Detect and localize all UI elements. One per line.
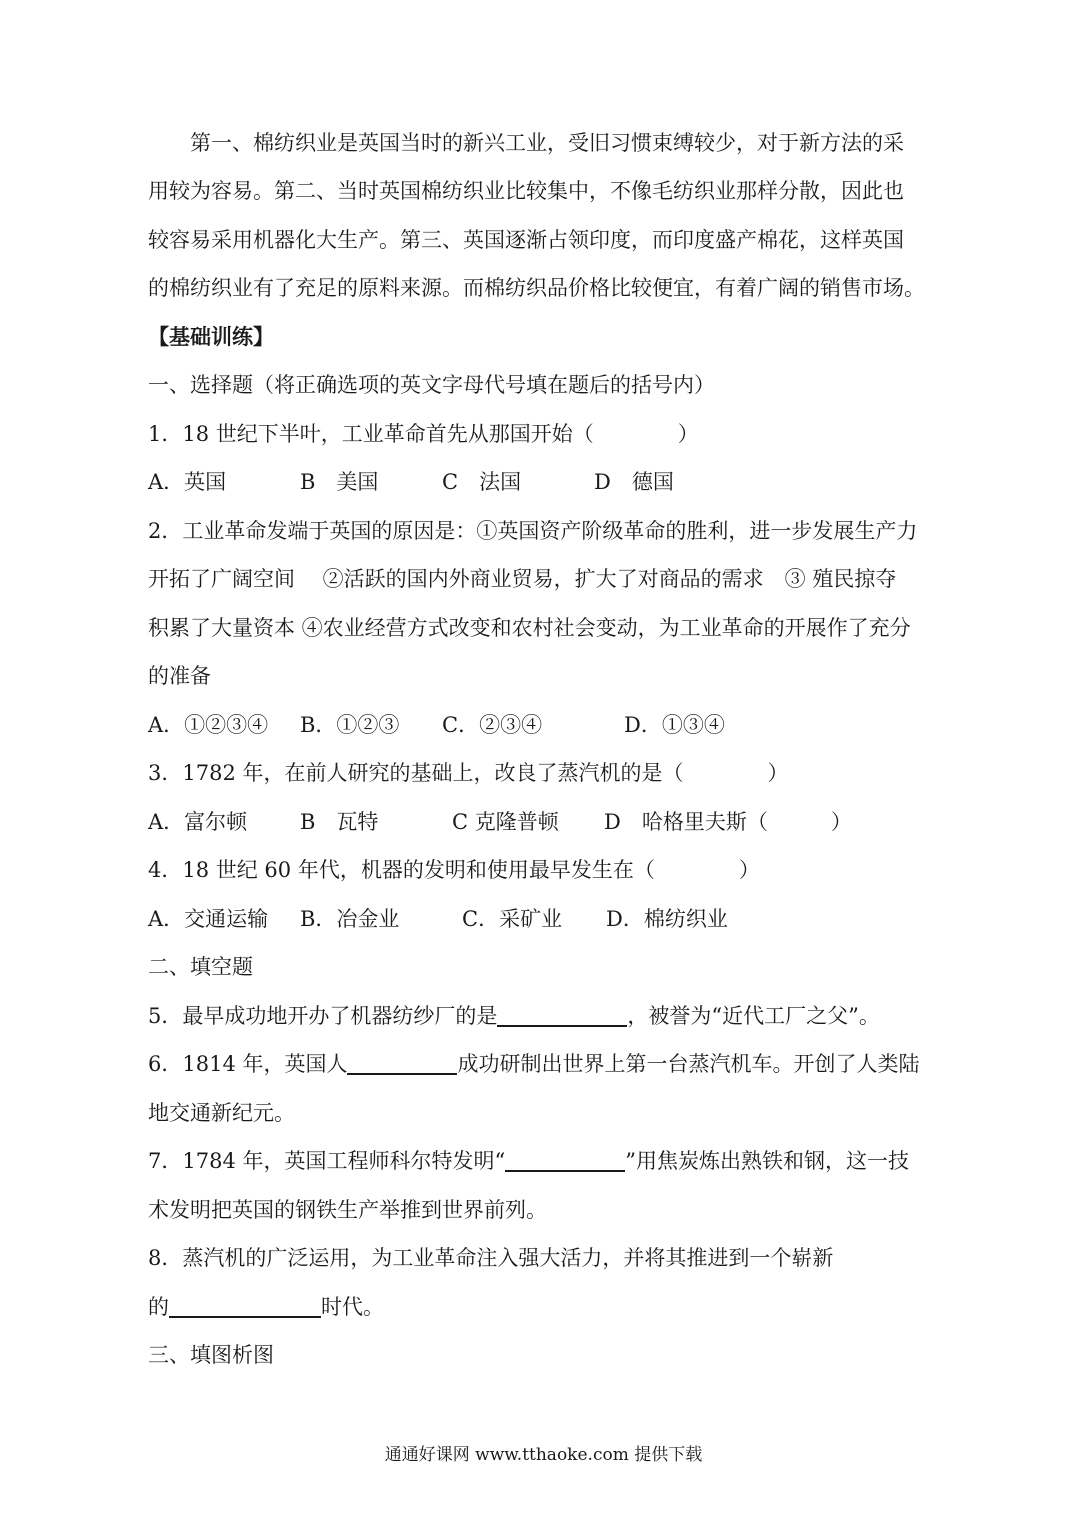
option-d: D．棉纺织业 — [606, 907, 728, 931]
question-6-line-2: 地交通新纪元。 — [148, 1101, 295, 1125]
option-c: C 克隆普顿 — [452, 810, 559, 834]
question-3-options — [148, 807, 852, 837]
option-a: A．英国 — [148, 470, 227, 494]
option-a: A．交通运输 — [148, 907, 269, 931]
intro-line-1: 第一、棉纺织业是英国当时的新兴工业，受旧习惯束缚较少，对于新方法的采 — [190, 131, 904, 155]
intro-line-2: 用较为容易。第二、当时英国棉纺织业比较集中，不像毛纺织业那样分散，因此也 — [148, 179, 904, 203]
answer-blank[interactable] — [169, 1294, 321, 1318]
option-a: A．①②③④ — [148, 713, 269, 737]
question-5-before: 5．最早成功地开办了机器纺纱厂的是 — [148, 1004, 498, 1028]
question-6 — [148, 1049, 919, 1079]
page-footer: 通通好课网 www.tthaoke.com 提供下载 — [384, 1445, 703, 1465]
question-6-after: 成功研制出世界上第一台蒸汽机车。开创了人类陆 — [457, 1052, 920, 1076]
question-8-line-2 — [148, 1292, 384, 1322]
part1-title: 一、选择题（将正确选项的英文字母代号填在题后的括号内） — [148, 373, 715, 397]
question-2-options — [148, 710, 725, 740]
question-4: 4．18 世纪 60 年代，机器的发明和使用最早发生在（ ） — [148, 858, 760, 882]
question-5-after: ，被誉为“近代工厂之父”。 — [627, 1004, 880, 1028]
option-d: D 德国 — [594, 470, 674, 494]
question-8-after: 时代。 — [321, 1295, 384, 1319]
question-7 — [148, 1146, 909, 1176]
question-6-before: 6．1814 年，英国人 — [148, 1052, 348, 1076]
question-7-before: 7．1784 年，英国工程师科尔特发明“ — [148, 1149, 506, 1173]
answer-blank[interactable] — [497, 1003, 627, 1027]
question-2-line-2: 开拓了广阔空间 ②活跃的国内外商业贸易，扩大了对商品的需求 ③ 殖民掠夺 — [148, 567, 897, 591]
part3-title: 三、填图析图 — [148, 1343, 274, 1367]
option-b: B 美国 — [300, 470, 379, 494]
question-3: 3．1782 年，在前人研究的基础上，改良了蒸汽机的是（ ） — [148, 761, 789, 785]
question-7-after: ”用焦炭炼出熟铁和钢，这一技 — [625, 1149, 909, 1173]
part2-title: 二、填空题 — [148, 955, 253, 979]
option-b: B 瓦特 — [300, 810, 379, 834]
option-d: D 哈格里夫斯（ ） — [604, 810, 852, 834]
question-1-options — [148, 467, 674, 497]
option-c: C．②③④ — [442, 713, 543, 737]
question-2-line-1: 2．工业革命发端于英国的原因是：①英国资产阶级革命的胜利，进一步发展生产力 — [148, 519, 918, 543]
option-a: A．富尔顿 — [148, 810, 248, 834]
question-8-before: 的 — [148, 1295, 169, 1319]
question-8-line-1: 8．蒸汽机的广泛运用，为工业革命注入强大活力，并将其推进到一个崭新 — [148, 1246, 834, 1270]
intro-line-3: 较容易采用机器化大生产。第三、英国逐渐占领印度，而印度盛产棉花，这样英国 — [148, 228, 904, 252]
answer-blank[interactable] — [347, 1051, 457, 1075]
option-c: C 法国 — [442, 470, 522, 494]
question-1: 1．18 世纪下半叶，工业革命首先从那国开始（ ） — [148, 422, 699, 446]
question-2-line-4: 的准备 — [148, 664, 211, 688]
option-b: B．①②③ — [300, 713, 400, 737]
question-4-options — [148, 904, 728, 934]
question-7-line-2: 术发明把英国的钢铁生产举推到世界前列。 — [148, 1198, 547, 1222]
question-2-line-3: 积累了大量资本 ④农业经营方式改变和农村社会变动，为工业革命的开展作了充分 — [148, 616, 911, 640]
section-title: 【基础训练】 — [148, 324, 274, 349]
question-5 — [148, 1001, 880, 1031]
option-b: B．冶金业 — [300, 907, 400, 931]
option-d: D．①③④ — [624, 713, 725, 737]
answer-blank[interactable] — [505, 1148, 625, 1172]
intro-line-4: 的棉纺织业有了充足的原料来源。而棉纺织品价格比较便宜，有着广阔的销售市场。 — [148, 276, 925, 300]
option-c: C．采矿业 — [462, 907, 563, 931]
